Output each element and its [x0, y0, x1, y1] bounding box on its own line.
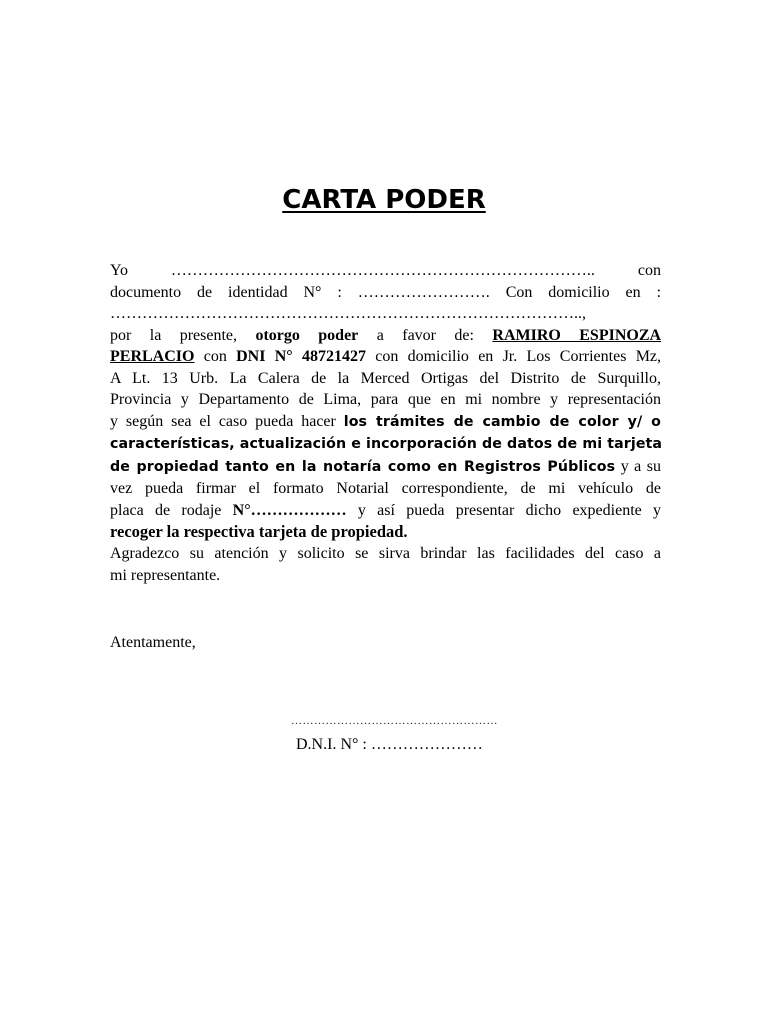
plate-number-blank: N°……………… — [232, 501, 347, 519]
text-line — [110, 260, 661, 282]
id-document-label: documento de identidad N° : — [110, 283, 342, 301]
name-blank: …………………………………………………………………….. — [170, 262, 595, 279]
main-paragraph — [110, 260, 661, 543]
procedures-phrase: características, actualización e incorporación de datos de mi tarjeta — [110, 436, 663, 452]
text-line — [110, 433, 661, 456]
signature-line: ……………………………………………… — [291, 715, 498, 727]
text-line — [110, 303, 661, 325]
text-line — [110, 411, 661, 434]
text-line: mi representante. — [110, 566, 221, 584]
grant-power-phrase: otorgo poder — [255, 326, 359, 344]
signature-dni: D.N.I. N° : ………………… — [296, 736, 483, 753]
text-fragment: y a su — [620, 457, 662, 475]
domicile-label: Con domicilio en : — [505, 283, 662, 301]
text-line: Provincia y Departamento de Lima, para que en mi nombre y representación — [110, 391, 661, 408]
text-fragment: con — [203, 348, 227, 365]
document-title: CARTA PODER — [282, 185, 486, 215]
text-line: vez pueda firmar el formato Notarial correspondiente, de mi vehículo de — [110, 480, 661, 497]
representative-dni: DNI N° 48721427 — [236, 348, 366, 365]
representative-name: RAMIRO ESPINOZA — [492, 326, 662, 344]
procedures-phrase: de propiedad tanto en la notaría como en Registros Públicos — [110, 458, 616, 475]
text-line — [110, 282, 661, 304]
id-number-blank: ……………………. — [357, 283, 490, 301]
text-fragment: a favor de: — [376, 326, 474, 344]
text-line — [110, 456, 661, 479]
text-line: Agradezco su atención y solicito se sirva brindar las facilidades del caso a — [110, 545, 661, 562]
text-line — [110, 500, 661, 522]
con-word: con — [637, 262, 661, 279]
text-line: A Lt. 13 Urb. La Calera de la Merced Ortigas del Distrito de Surquillo, — [110, 369, 661, 387]
text-line — [110, 346, 661, 368]
text-fragment: y así pueda presentar dicho expediente y — [357, 501, 662, 519]
closing-salutation: Atentamente, — [110, 634, 196, 651]
text-fragment: placa de rodaje — [110, 501, 222, 519]
text-fragment: con domicilio en Jr. Los Corrientes Mz, — [375, 348, 662, 365]
text-line — [110, 325, 661, 347]
yo-word: Yo — [110, 262, 128, 279]
domicile-blank: …………………………………………………………………………….., — [110, 305, 586, 322]
text-line: recoger la respectiva tarjeta de propiedad. — [110, 522, 408, 541]
procedures-phrase: los trámites de cambio de color y/ o — [343, 413, 662, 430]
representative-surname: PERLACIO — [110, 348, 195, 365]
text-fragment: por la presente, — [110, 326, 238, 344]
thanks-paragraph — [110, 543, 661, 586]
text-fragment: y según sea el caso pueda hacer — [110, 412, 336, 430]
